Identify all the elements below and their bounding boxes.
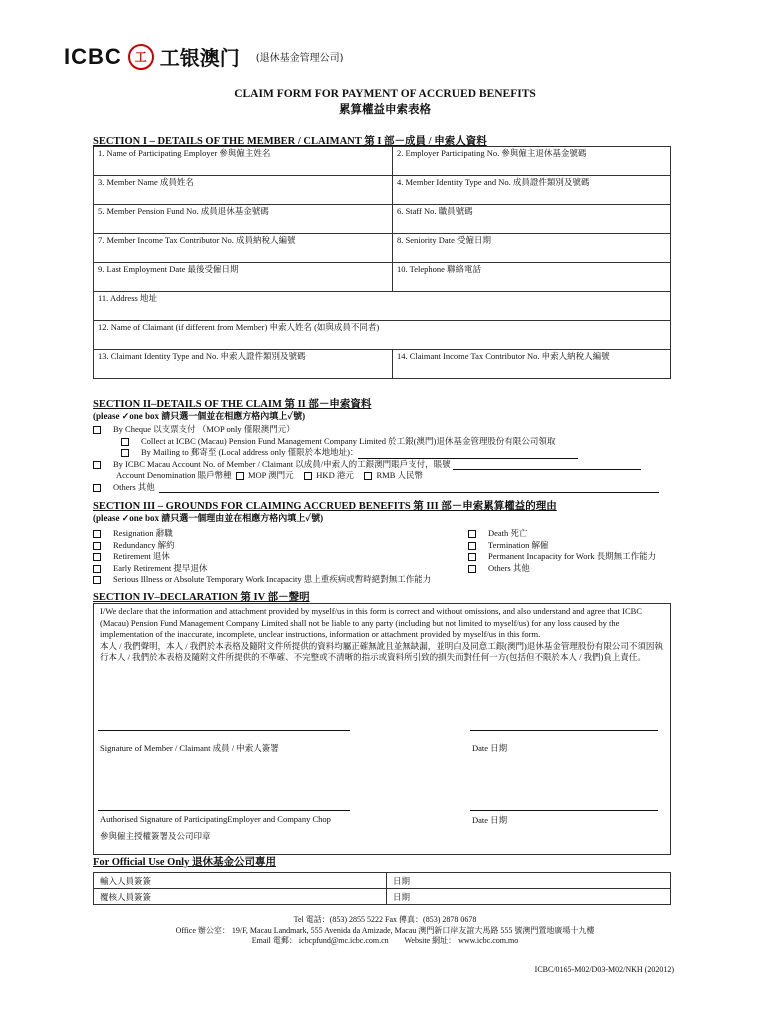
mailing-checkbox[interactable]	[121, 449, 129, 457]
review-date-cell[interactable]: 日期	[387, 889, 671, 905]
others-ground-checkbox[interactable]	[468, 565, 476, 573]
subsidiary-name: (退休基金管理公司)	[255, 53, 344, 64]
official-table	[93, 872, 671, 905]
rmb-label: RMB 人民幣	[376, 470, 423, 480]
official-heading: For Official Use Only 退休基金公司專用	[93, 857, 276, 868]
footer-office: Office 辦公室： 19/F, Macau Landmark, 555 Avenida da Amizade, Macau 澳門新口岸友誼大馬路 555 號澳門置地廣場十九樓	[175, 925, 595, 935]
member-signature-line[interactable]	[98, 730, 350, 731]
declaration-text-cn: 本人 / 我們聲明，本人 / 我們於本表格及隨附文件所提供的資料均屬正確無訛且並無缺漏，並明白及同意工銀(澳門)退休基金管理股份有限公司不須因執行本人 / 我們於本表格及隨附文件所提供的不準確、不完整或不清晰的指示或資料所引致的損失而對任何一方(包括但不限於本人 / 我們)負上責任。	[100, 640, 663, 662]
grounds-left-list	[93, 528, 473, 586]
footer-contact	[0, 915, 770, 947]
field-seniority-date[interactable]: 8. Seniority Date 受僱日期	[393, 234, 671, 263]
ground-label: Redundancy 解約	[113, 539, 175, 550]
retirement-checkbox[interactable]	[93, 553, 101, 561]
brand-name: ICBC	[64, 43, 122, 69]
hkd-label: HKD 港元	[316, 470, 354, 480]
icbc-logo-icon: 工	[128, 44, 154, 70]
account-no-line[interactable]	[453, 469, 641, 470]
early-retirement-checkbox[interactable]	[93, 565, 101, 573]
hkd-checkbox[interactable]	[304, 472, 312, 480]
field-pension-fund-no[interactable]: 5. Member Pension Fund No. 成員退休基金號碼	[94, 205, 393, 234]
employer-signature-line[interactable]	[98, 810, 350, 811]
grounds-right-list	[468, 528, 678, 574]
others-claim-checkbox[interactable]	[93, 484, 101, 492]
field-member-id[interactable]: 4. Member Identity Type and No. 成員證件類別及號碼	[393, 176, 671, 205]
date1-line[interactable]	[470, 730, 658, 731]
field-employer-no[interactable]: 2. Employer Participating No. 參與僱主退休基金號碼	[393, 147, 671, 176]
cheque-checkbox[interactable]	[93, 426, 101, 434]
declaration-box	[93, 603, 671, 855]
death-checkbox[interactable]	[468, 530, 476, 538]
footer-website-label: Website 網址：	[404, 936, 457, 945]
date2-line[interactable]	[470, 810, 658, 811]
form-code: ICBC/0165-M02/D03-M02/NKH (202012)	[534, 965, 674, 974]
footer-email: Email 電郵： icbcpfund@mc.icbc.com.cn	[251, 936, 389, 945]
date2-label: Date 日期	[472, 815, 508, 825]
section1-table	[93, 146, 671, 379]
field-address[interactable]: 11. Address 地址	[94, 292, 671, 321]
ground-label: Serious Illness or Absolute Temporary Work Incapacity 患上重疾病或暫時絕對無工作能力	[113, 574, 432, 584]
ground-label: Others 其他	[488, 562, 530, 573]
footer-phone-fax: Tel 電話：(853) 2855 5222 Fax 傳真：(853) 2878 0678	[293, 915, 477, 924]
field-member-tax-no[interactable]: 7. Member Income Tax Contributor No. 成員納稅人編號	[94, 234, 393, 263]
collect-label: Collect at ICBC (Macau) Pension Fund Management Company Limited 於工銀(澳門)退休基金管理股份有限公司領取	[141, 435, 556, 446]
rmb-checkbox[interactable]	[364, 472, 372, 480]
review-officer-cell[interactable]: 覆核人員簽簽	[94, 889, 387, 905]
section3-heading: SECTION III – GROUNDS FOR CLAIMING ACCRUED BENEFITS 第 III 部－申索累算權益的理由	[93, 501, 557, 512]
others-claim-label: Others 其他	[113, 481, 155, 492]
termination-checkbox[interactable]	[468, 542, 476, 550]
employer-signature-label: Authorised Signature of ParticipatingEmployer and Company Chop	[100, 814, 331, 824]
field-staff-no[interactable]: 6. Staff No. 職員號碼	[393, 205, 671, 234]
ground-label: Death 死亡	[488, 528, 528, 538]
redundancy-checkbox[interactable]	[93, 542, 101, 550]
input-officer-cell[interactable]: 輸入人員簽簽	[94, 873, 387, 889]
mailing-label: By Mailing to 郵寄至 (Local address only 僅限於本地地址)：	[141, 447, 359, 457]
field-employer-name[interactable]: 1. Name of Participating Employer 參與僱主姓名	[94, 147, 393, 176]
header-logo	[64, 42, 344, 71]
ground-label: Permanent Incapacity for Work 長期無工作能力	[488, 551, 657, 561]
ground-label: Retirement 退休	[113, 551, 170, 561]
resignation-checkbox[interactable]	[93, 530, 101, 538]
account-label: By ICBC Macau Account No. of Member / Claimant 以成員/申索人的工銀澳門賬戶支付，賬號	[113, 458, 451, 469]
form-title-cn: 累算權益申索表格	[339, 104, 431, 116]
field-claimant-name[interactable]: 12. Name of Claimant (if different from Member) 申索人姓名 (如與成員不同者)	[94, 321, 671, 350]
input-date-cell[interactable]: 日期	[387, 873, 671, 889]
footer-website-link[interactable]: www.icbc.com.mo	[458, 936, 519, 945]
field-telephone[interactable]: 10. Telephone 聯絡電話	[393, 263, 671, 292]
cheque-label: By Cheque 以支票支付 （MOP only 僅限澳門元）	[113, 424, 295, 434]
mop-checkbox[interactable]	[236, 472, 244, 480]
account-checkbox[interactable]	[93, 461, 101, 469]
section3-instruction: (please ✓one box 請只選一個理由並在相應方格內填上✓號)	[93, 513, 324, 523]
section2-instruction: (please ✓one box 請只選一個並在相應方格內填上✓號)	[93, 411, 306, 421]
others-claim-line[interactable]	[159, 492, 659, 493]
field-claimant-tax-no[interactable]: 14. Claimant Income Tax Contributor No. 申索人納稅人編號	[393, 350, 671, 379]
collect-checkbox[interactable]	[121, 438, 129, 446]
section1-heading: SECTION I – DETAILS OF THE MEMBER / CLAIMANT 第 I 部－成員 / 申索人資料	[93, 136, 487, 147]
field-member-name[interactable]: 3. Member Name 成員姓名	[94, 176, 393, 205]
section2-heading: SECTION II–DETAILS OF THE CLAIM 第 II 部－申索資料	[93, 399, 372, 410]
member-signature-label: Signature of Member / Claimant 成員 / 申索人簽署	[100, 743, 279, 753]
form-title-en: CLAIM FORM FOR PAYMENT OF ACCRUED BENEFITS	[234, 88, 536, 100]
ground-label: Early Retirement 提早退休	[113, 562, 208, 573]
employer-signature-label-cn: 參與僱主授權簽署及公司印章	[100, 831, 211, 841]
field-claimant-id[interactable]: 13. Claimant Identity Type and No. 申索人證件類別及號碼	[94, 350, 393, 379]
section2-options	[93, 424, 673, 493]
date1-label: Date 日期	[472, 743, 508, 753]
mop-label: MOP 澳門元	[247, 470, 294, 480]
ground-label: Resignation 辭職	[113, 528, 173, 538]
declaration-text-en: I/We declare that the information and attachment provided by myself/us in this form is correct and without omissions, and also understand and agree that ICBC (Macau) Pension Fund Management Company Limited shall not be liable to any party (including but not limited to myself/us) for any loss caused by the implementation of the inaccurate, incomplete, unclear instructions, information or attachment provided by myself/us in this form.	[100, 606, 642, 639]
section4-heading: SECTION IV–DECLARATION 第 IV 部－聲明	[93, 592, 310, 603]
denomination-label: Account Denomination 賬戶幣種	[116, 470, 232, 480]
permanent-incapacity-checkbox[interactable]	[468, 553, 476, 561]
ground-label: Termination 解僱	[488, 539, 549, 550]
field-last-employment-date[interactable]: 9. Last Employment Date 最後受僱日期	[94, 263, 393, 292]
serious-illness-checkbox[interactable]	[93, 576, 101, 584]
brand-name-cn: 工银澳门	[159, 46, 240, 70]
